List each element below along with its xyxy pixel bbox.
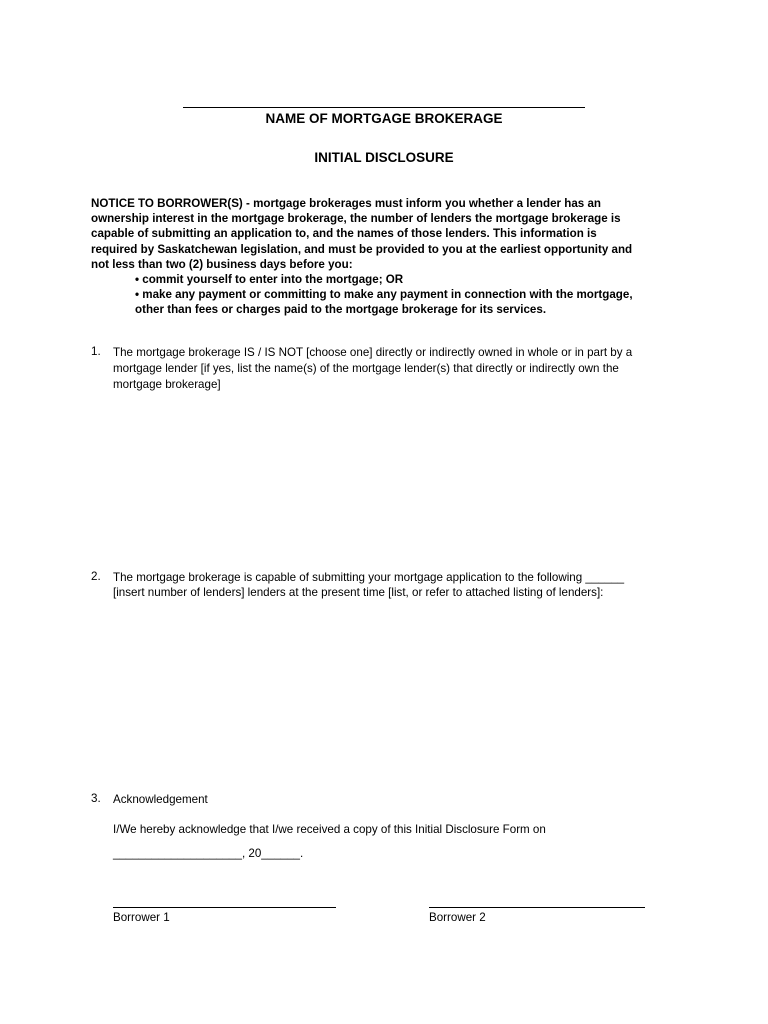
acknowledgement-heading: Acknowledgement [113,793,208,806]
borrower-1-signature-line [113,907,336,908]
item-1-line-3: mortgage brokerage] [113,378,221,391]
borrower-2-signature-line [429,907,645,908]
item-1-line-2: mortgage lender [if yes, list the name(s) of the mortgage lender(s) that directly or indirectly own the [113,362,619,375]
brokerage-name-label: NAME OF MORTGAGE BROKERAGE [265,111,503,126]
item-1-number: 1. [91,345,101,358]
item-3-number: 3. [91,792,101,805]
item-1-line-1: The mortgage brokerage IS / IS NOT [choose one] directly or indirectly owned in whole or in part by a [113,346,633,359]
item-2-number: 2. [91,570,101,583]
notice-bullet-1: • commit yourself to enter into the mortgage; OR [135,273,404,286]
notice-bullet-2-continued: other than fees or charges paid to the mortgage brokerage for its services. [135,303,547,316]
notice-paragraph: NOTICE TO BORROWER(S) - mortgage brokerages must inform you whether a lender has an ownership interest in the mortgage brokerage, the number of lenders the mortgage brokerage is capable of submitting an application to, and the names of those lenders. This information is required by Saskatchewan legislation, and must be provided to you at the earliest opportunity and not less than two (2) business days before you: [91,197,633,271]
borrower-2-label: Borrower 2 [429,911,486,924]
notice-bullet-2: • make any payment or committing to make any payment in connection with the mortgage, [135,288,633,301]
document-title: INITIAL DISCLOSURE [314,150,454,165]
item-2-line-1: The mortgage brokerage is capable of submitting your mortgage application to the following ______ [113,571,625,584]
brokerage-name-blank-line [183,107,585,108]
acknowledgement-statement: I/We hereby acknowledge that I/we received a copy of this Initial Disclosure Form on [113,823,546,836]
acknowledgement-date-line: ____________________, 20______. [113,847,304,860]
item-2-line-2: [insert number of lenders] lenders at the present time [list, or refer to attached listing of lenders]: [113,586,604,599]
borrower-1-label: Borrower 1 [113,911,170,924]
